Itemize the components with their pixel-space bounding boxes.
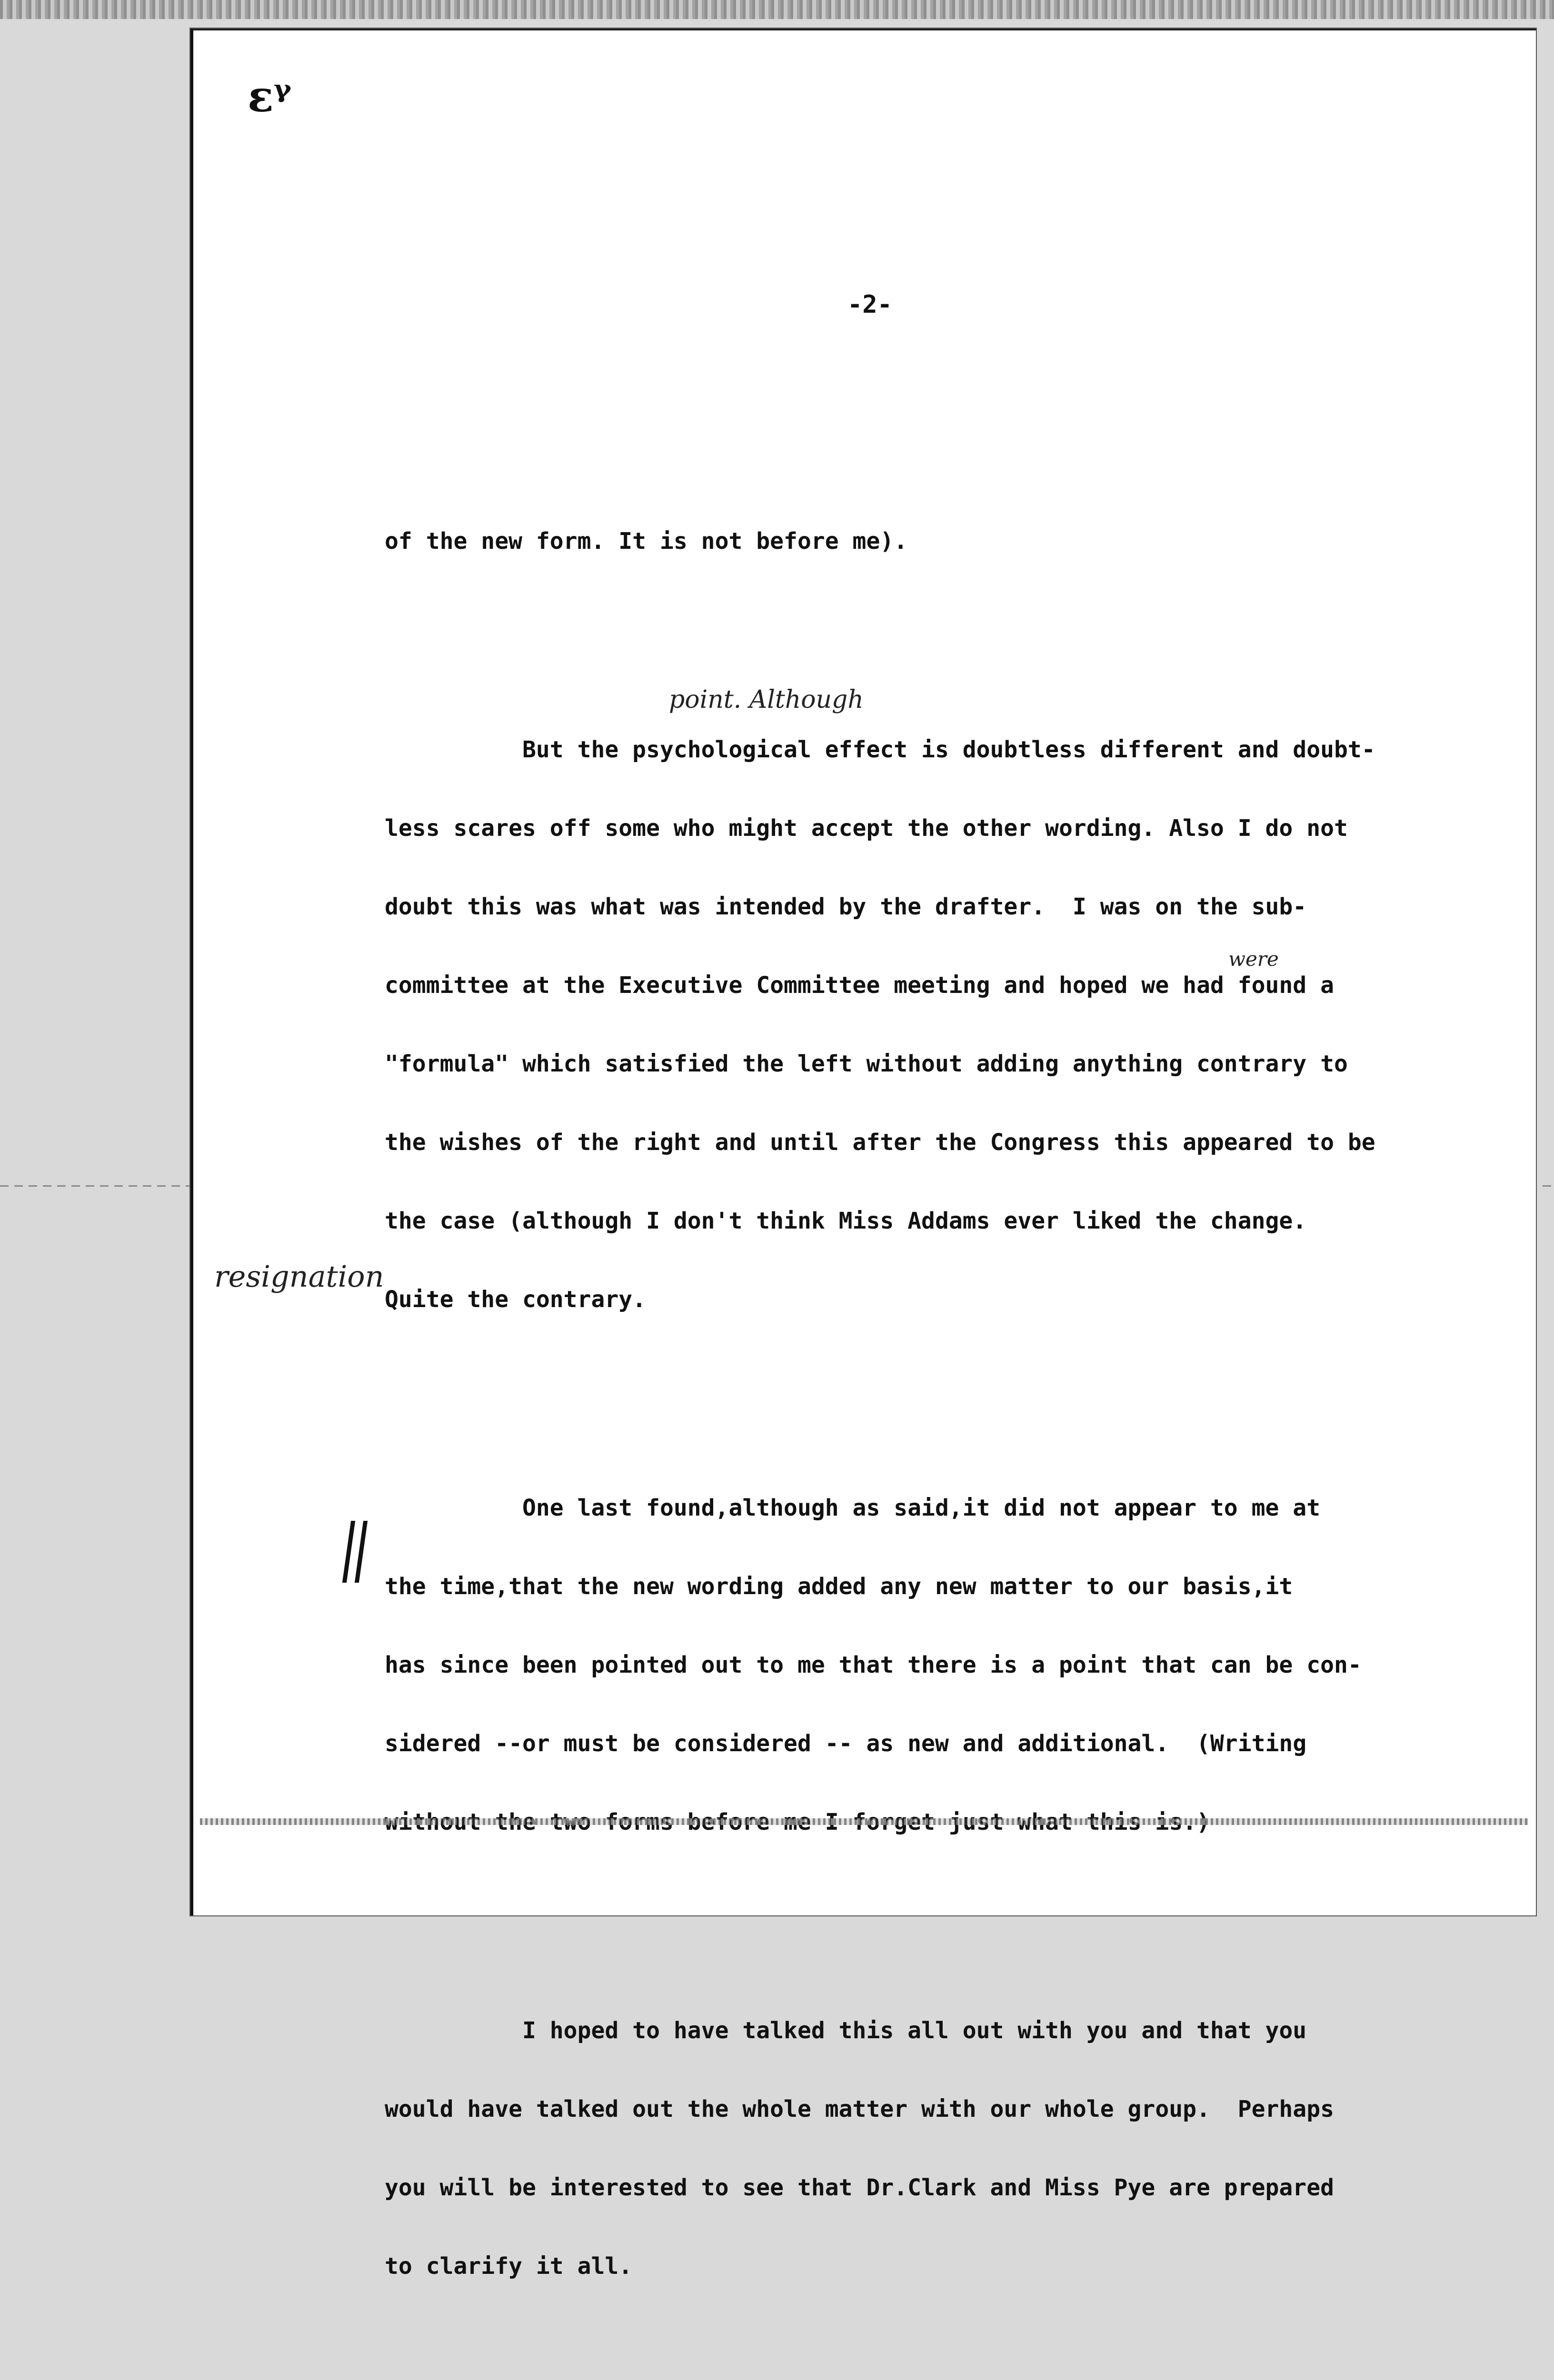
paragraph (385, 684, 1480, 1365)
text-line: I hoped to have talked this all out with you and that you (385, 2017, 1307, 2044)
text-line: less scares off some who might accept the other wording. Also I do not (385, 815, 1348, 842)
text-line: One last found,although as said,it did not appear to me at (385, 1495, 1321, 1521)
text-line: "formula" which satisfied the left without adding anything contrary to (385, 1051, 1348, 1077)
corner-mark: ɛᵞ (248, 71, 292, 122)
scan-top-edge (0, 0, 1554, 19)
text-line: has since been pointed out to me that there is a point that can be con- (385, 1652, 1362, 1678)
handwritten-margin-note: resignation (214, 1259, 384, 1294)
text-line: But the psychological effect is doubtless different and doubt- (385, 736, 1375, 763)
double-bar-mark-icon (343, 1521, 371, 1583)
text-line: sidered --or must be considered -- as new and additional. (Writing (385, 1730, 1307, 1757)
text-line: the wishes of the right and until after the Congress this appeared to be (385, 1129, 1375, 1156)
text-line: to clarify it all. (385, 2253, 633, 2280)
text-line: would have talked out the whole matter with our whole group. Perhaps (385, 2096, 1334, 2122)
letter-body (385, 424, 1480, 2380)
page-number: -2- (847, 290, 892, 319)
text-line: the case (although I don't think Miss Addams ever liked the change. (385, 1208, 1307, 1234)
scan-bottom-edge (200, 1818, 1528, 1825)
text-line: Quite the contrary. (385, 1286, 647, 1313)
handwritten-correction: were (1228, 947, 1279, 971)
text-line: you will be interested to see that Dr.Clark and Miss Pye are prepared (385, 2174, 1334, 2201)
text-line: the time,that the new wording added any new matter to our basis,it (385, 1573, 1293, 1600)
text-line: doubt this was what was intended by the drafter. I was on the sub- (385, 893, 1307, 920)
handwritten-interline-note: point. Although (669, 685, 864, 714)
text-line: of the new form. It is not before me). (385, 528, 908, 555)
paragraph (385, 476, 1480, 607)
paragraph (385, 1965, 1480, 2332)
text-line: committee at the Executive Committee meeting and hoped we had found a (385, 972, 1334, 999)
